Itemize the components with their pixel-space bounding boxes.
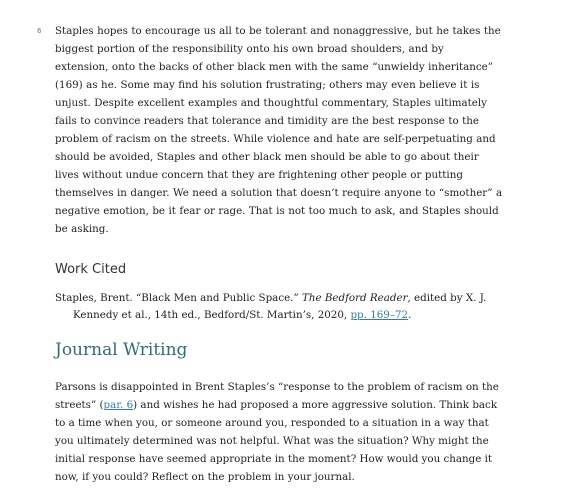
journal-line: to a time when you, or someone around you, responded to a situation in a way that	[55, 417, 489, 429]
essay-line: biggest portion of the responsibility onto his own broad shoulders, and by	[55, 43, 444, 55]
citation-editor: , edited by X. J.	[407, 292, 487, 304]
essay-line: extension, onto the backs of other black men with the same “unwieldy inheritance”	[55, 61, 494, 73]
essay-line: be asking.	[55, 223, 109, 235]
journal-line: Parsons is disappointed in Brent Staples’s “response to the problem of racism on the	[55, 381, 499, 393]
journal-line: now, if you could? Reflect on the problem in your journal.	[55, 471, 355, 483]
journal-text: ) and wishes he had proposed a more aggressive solution. Think back	[133, 399, 498, 411]
citation-line-2	[55, 307, 485, 324]
essay-line: themselves in danger. We need a solution that doesn’t require anyone to “smother” a	[55, 187, 503, 199]
previous-text-fragment	[55, 0, 485, 3]
citation-end: .	[408, 309, 412, 321]
paragraph-reference-link[interactable]: par. 6	[103, 399, 134, 411]
work-cited-heading: Work Cited	[55, 262, 127, 277]
journal-line: you ultimately determined was not helpful. What was the situation? Why might the	[55, 435, 489, 447]
journal-line: initial response have seemed appropriate in the moment? How would you change it	[55, 453, 493, 465]
essay-line: (169) as he. Some may find his solution frustrating; others may even believe it is	[55, 79, 480, 91]
citation-entry	[55, 290, 485, 324]
journal-prompt-paragraph	[55, 378, 499, 486]
essay-line: problem of racism on the streets. While violence and hate are self-perpetuating and	[55, 133, 496, 145]
essay-line: fails to convince readers that tolerance and timidity are the best response to the	[55, 115, 479, 127]
citation-book-title: The Bedford Reader	[302, 292, 408, 304]
paragraph-number: 6	[37, 27, 42, 35]
journal-writing-heading: Journal Writing	[55, 340, 188, 360]
citation-publisher: Kennedy et al., 14th ed., Bedford/St. Martin’s, 2020,	[73, 309, 351, 321]
essay-line: Staples hopes to encourage us all to be tolerant and nonaggressive, but he takes the	[55, 25, 501, 37]
journal-line	[55, 396, 498, 414]
citation-pages-link[interactable]: pp. 169–72	[350, 309, 409, 321]
essay-line: lives without undue concern that they are frightening other people or putting	[55, 169, 463, 181]
essay-line: unjust. Despite excellent examples and thoughtful commentary, Staples ultimately	[55, 97, 487, 109]
journal-text: streets” (	[55, 399, 104, 411]
citation-author-title: Staples, Brent. “Black Men and Public Space.”	[55, 292, 302, 304]
essay-line: negative emotion, be it fear or rage. That is not too much to ask, and Staples should	[55, 205, 499, 217]
citation-line-1	[55, 290, 485, 307]
essay-line: should be avoided, Staples and other black men should be able to go about their	[55, 151, 479, 163]
essay-paragraph	[55, 22, 503, 238]
